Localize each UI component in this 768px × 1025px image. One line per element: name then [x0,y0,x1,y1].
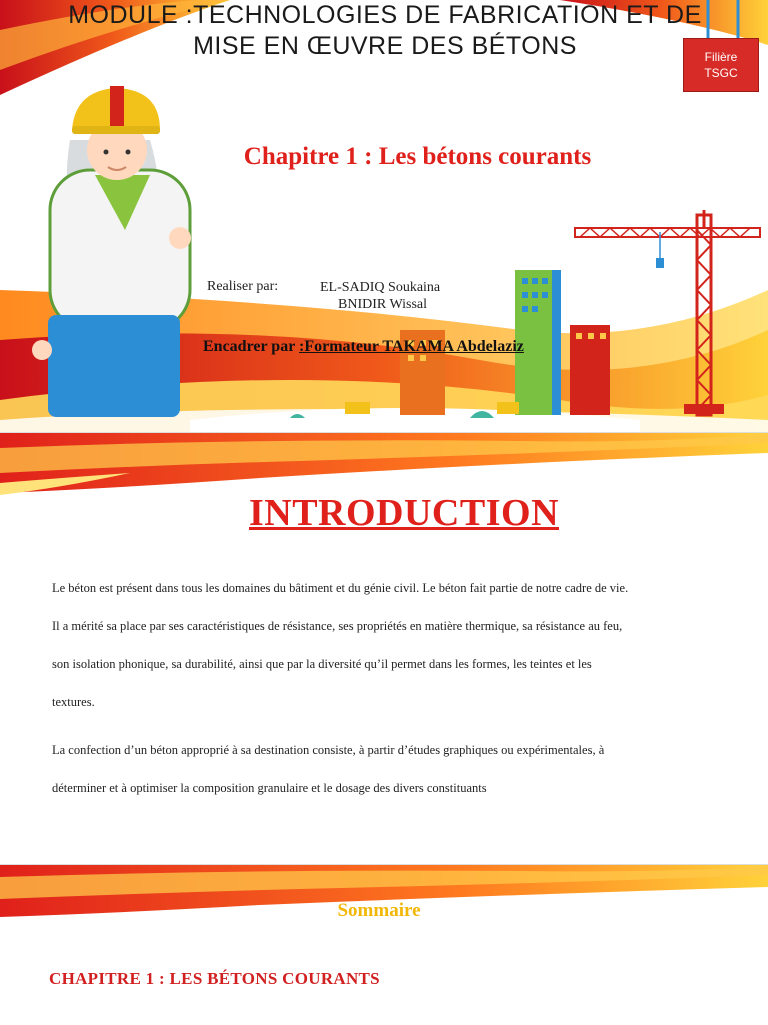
intro-paragraph-2 [52,731,732,807]
paragraph-line: Le béton est présent dans tous les domaines du bâtiment et du génie civil. Le béton fait partie de notre cadre de vie. [52,581,629,595]
sommaire-title: Sommaire [337,900,421,921]
construction-illustration [0,0,768,432]
intro-paragraph-1 [52,569,732,721]
paragraph-line: son isolation phonique, sa durabilité, ainsi que par la diversité qu’il permet dans les formes, les teintes et les [52,657,592,671]
sommaire-slide [0,864,768,1025]
filiere-badge [683,38,759,92]
authors-list [320,279,440,313]
chapter-list-item[interactable]: CHAPITRE 1 : LES BÉTONS COURANTS [49,969,380,988]
intro-title: INTRODUCTION [248,492,560,534]
supervisor-line [203,338,524,356]
realiser-label: Realiser par: [207,279,279,294]
worker-icon [32,86,191,417]
paragraph-line: La confection d’un béton approprié à sa destination consiste, à partir d’études graphiques ou expérimentales, à [52,743,605,757]
badge-line-2: TSGC [704,66,738,80]
chapter-title: Chapitre 1 : Les bétons courants [243,143,592,170]
paragraph-line: déterminer et à optimiser la composition granulaire et le dosage des divers constituants [52,781,487,795]
supervisor-name: :Formateur TAKAMA Abdelaziz [299,338,524,355]
paragraph-line: Il a mérité sa place par ses caractéristiques de résistance, ses propriétés en matière thermique, sa résistance au feu, [52,619,623,633]
module-title: MODULE :TECHNOLOGIES DE FABRICATION ET DE MISE EN ŒUVRE DES BÉTONS [68,1,702,60]
swoosh-background [0,865,768,1025]
lanyard-icon [708,0,738,38]
badge-line-1: Filière [704,50,738,64]
author-name: EL-SADIQ Soukaina [320,280,441,295]
introduction-slide [0,432,768,865]
title-slide [0,0,768,432]
encadrer-label: Encadrer par [203,338,300,355]
author-name: BNIDIR Wissal [338,297,428,312]
paragraph-line: textures. [52,695,95,709]
